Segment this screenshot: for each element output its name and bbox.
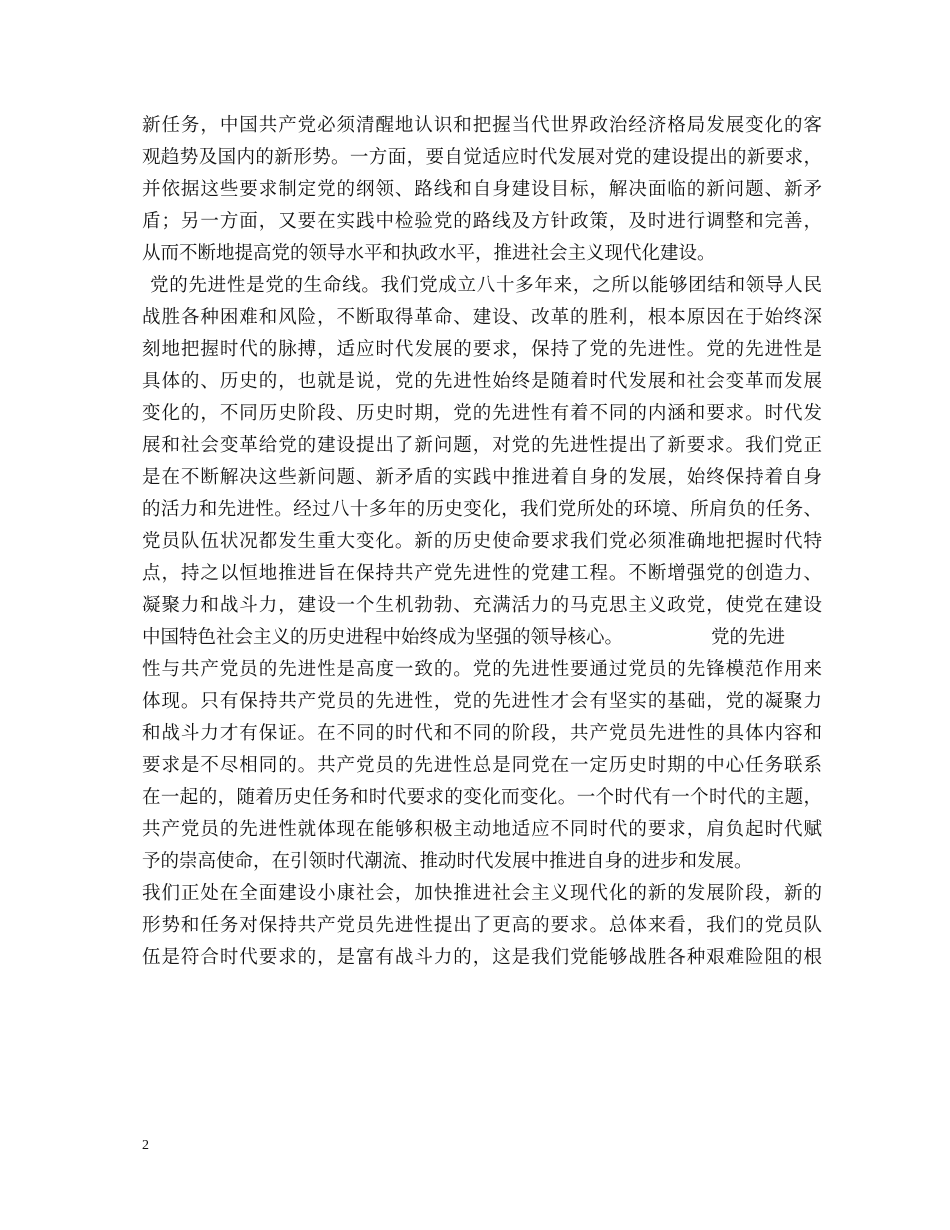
text-line: 性与共产党员的先进性是高度一致的。党的先进性要通过党员的先锋模范作用来 [142,659,822,680]
text-line: 体现。只有保持共产党员的先进性，党的先进性才会有坚实的基础，党的凝聚力 [142,691,822,712]
text-line: 具体的、历史的，也就是说，党的先进性始终是随着时代发展和社会变革而发展 [142,371,822,392]
text-line: 形势和任务对保持共产党员先进性提出了更高的要求。总体来看，我们的党员队 [142,915,822,936]
text-line: 凝聚力和战斗力，建设一个生机勃勃、充满活力的马克思主义政党，使党在建设 [142,595,822,616]
page-number: 2 [142,1138,149,1153]
text-line: 党的先进性是党的生命线。我们党成立八十多年来，之所以能够团结和领导人民 [150,275,822,296]
text-line-with-tail [142,622,822,654]
text-line: 新任务，中国共产党必须清醒地认识和把握当代世界政治经济格局发展变化的客 [142,115,822,136]
text-line: 我们正处在全面建设小康社会，加快推进社会主义现代化的新的发展阶段，新的 [142,883,822,904]
text-line: 党员队伍状况都发生重大变化。新的历史使命要求我们党必须准确地把握时代特 [142,531,822,552]
text-line: 共产党员的先进性就体现在能够积极主动地适应不同时代的要求，肩负起时代赋 [142,819,822,840]
text-line: 观趋势及国内的新形势。一方面，要自觉适应时代发展对党的建设提出的新要求， [142,147,822,168]
text-line-head: 中国特色社会主义的历史进程中始终成为坚强的领导核心。 [142,627,624,648]
text-line: 展和社会变革给党的建设提出了新问题，对党的先进性提出了新要求。我们党正 [142,435,822,456]
text-line: 从而不断地提高党的领导水平和执政水平，推进社会主义现代化建设。 [142,243,716,264]
text-line: 战胜各种困难和风险，不断取得革命、建设、改革的胜利，根本原因在于始终深 [142,307,822,328]
text-line: 刻地把握时代的脉搏，适应时代发展的要求，保持了党的先进性。党的先进性是 [142,339,822,360]
text-line: 变化的，不同历史阶段、历史时期，党的先进性有着不同的内涵和要求。时代发 [142,403,822,424]
text-line: 是在不断解决这些新问题、新矛盾的实践中推进着自身的发展，始终保持着自身 [142,467,822,488]
text-line-tail: 党的先进 [711,627,786,648]
body-text [142,110,822,974]
text-line: 的活力和先进性。经过八十多年的历史变化，我们党所处的环境、所肩负的任务、 [142,499,822,520]
text-line: 予的崇高使命，在引领时代潮流、推动时代发展中推进自身的进步和发展。 [142,851,753,872]
text-line: 伍是符合时代要求的，是富有战斗力的，这是我们党能够战胜各种艰难险阻的根 [142,947,822,968]
text-line: 在一起的，随着历史任务和时代要求的变化而变化。一个时代有一个时代的主题， [142,787,822,808]
text-line: 要求是不尽相同的。共产党员的先进性总是同党在一定历史时期的中心任务联系 [142,755,822,776]
text-line: 并依据这些要求制定党的纲领、路线和自身建设目标，解决面临的新问题、新矛 [142,179,822,200]
text-line: 点，持之以恒地推进旨在保持共产党先进性的党建工程。不断增强党的创造力、 [142,563,822,584]
text-line: 和战斗力才有保证。在不同的时代和不同的阶段，共产党员先进性的具体内容和 [142,723,822,744]
text-line: 盾；另一方面，又要在实践中检验党的路线及方针政策，及时进行调整和完善， [142,211,822,232]
